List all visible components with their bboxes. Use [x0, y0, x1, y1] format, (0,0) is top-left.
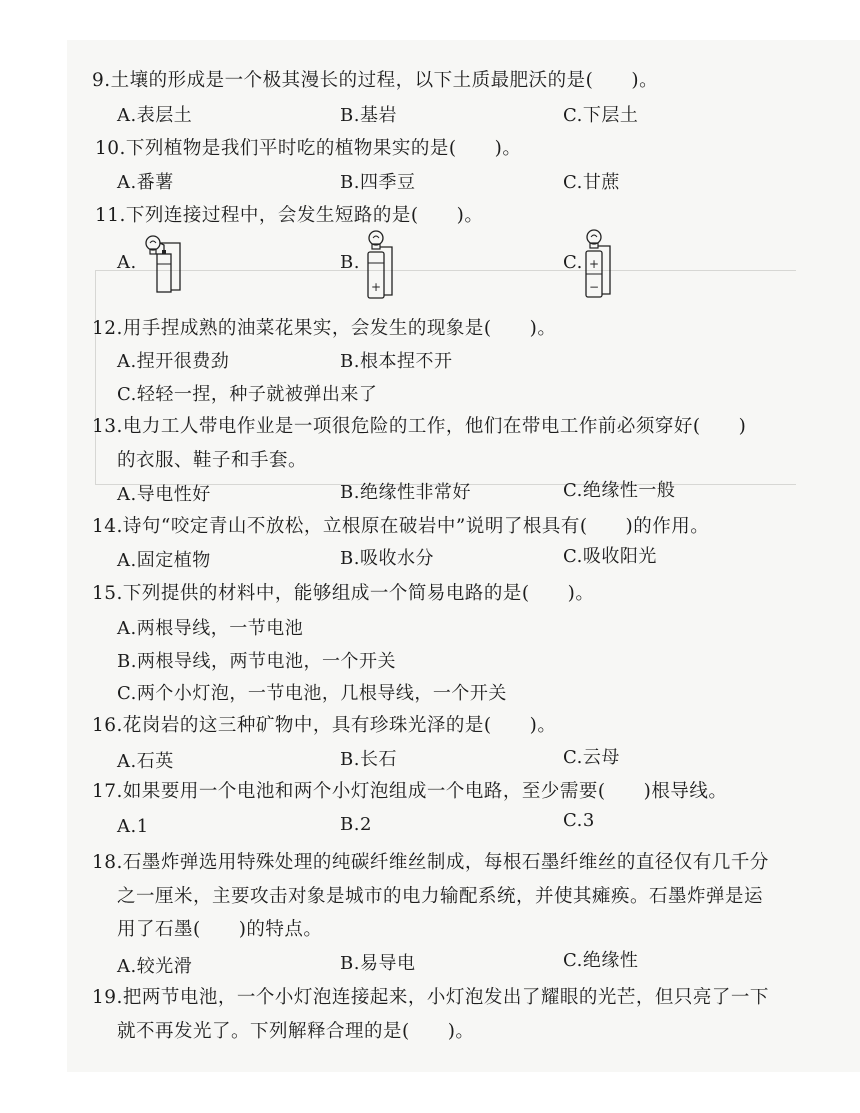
circuit-a-diagram [140, 230, 186, 294]
question-13: 13.电力工人带电作业是一项很危险的工作，他们在带电工作前必须穿好( ) [92, 416, 747, 437]
q12-option-a: A.捏开很费劲 [117, 351, 230, 372]
q9-option-a: A.表层土 [117, 105, 193, 126]
question-14: 14.诗句“咬定青山不放松，立根原在破岩中”说明了根具有( )的作用。 [92, 516, 710, 537]
plus-sign: + [370, 280, 382, 294]
q18-option-a: A.较光滑 [117, 956, 193, 977]
question-19: 19.把两节电池，一个小灯泡连接起来，小灯泡发出了耀眼的光芒，但只亮了一下 [92, 987, 769, 1008]
circuit-b-diagram [362, 227, 402, 301]
q10-option-b: B.四季豆 [340, 172, 416, 193]
q15-option-b: B.两根导线，两节电池，一个开关 [117, 651, 396, 672]
q18-option-b: B.易导电 [340, 953, 416, 974]
q11-option-b: B. [340, 252, 360, 273]
q13-option-b: B.绝缘性非常好 [340, 482, 471, 503]
q15-option-a: A.两根导线，一节电池 [117, 618, 304, 639]
q17-option-a: A.1 [117, 816, 149, 837]
q18-option-c: C.绝缘性 [563, 950, 639, 971]
q17-option-c: C.3 [563, 810, 595, 831]
q13-option-a: A.导电性好 [117, 484, 211, 505]
q16-option-b: B.长石 [340, 749, 397, 770]
q10-option-c: C.甘蔗 [563, 172, 620, 193]
minus-sign: − [588, 280, 600, 294]
q14-option-a: A.固定植物 [117, 550, 211, 571]
question-19-cont: 就不再发光了。下列解释合理的是( )。 [117, 1021, 475, 1042]
question-13-cont: 的衣服、鞋子和手套。 [117, 450, 308, 471]
q12-option-b: B.根本捏不开 [340, 351, 453, 372]
q12-option-c: C.轻轻一捏，种子就被弹出来了 [117, 384, 378, 405]
question-10: 10.下列植物是我们平时吃的植物果实的是( )。 [95, 138, 522, 159]
q17-option-b: B.2 [340, 814, 372, 835]
question-18-cont2: 用了石墨( )的特点。 [117, 919, 323, 940]
q9-option-c: C.下层土 [563, 105, 639, 126]
q11-option-c: C. [563, 252, 583, 273]
q10-option-a: A.番薯 [117, 172, 174, 193]
question-9: 9.土壤的形成是一个极其漫长的过程，以下土质最肥沃的是( )。 [92, 70, 659, 91]
question-18-cont: 之一厘米，主要攻击对象是城市的电力输配系统，并使其瘫痪。石墨炸弹是运 [117, 886, 764, 907]
q9-option-b: B.基岩 [340, 105, 397, 126]
q11-option-a: A. [117, 252, 137, 273]
q14-option-b: B.吸收水分 [340, 548, 434, 569]
q16-option-a: A.石英 [117, 751, 174, 772]
question-11: 11.下列连接过程中，会发生短路的是( )。 [95, 205, 484, 226]
q13-option-c: C.绝缘性一般 [563, 480, 676, 501]
question-12: 12.用手捏成熟的油菜花果实，会发生的现象是( )。 [92, 318, 557, 339]
q14-option-c: C.吸收阳光 [563, 546, 657, 567]
question-15: 15.下列提供的材料中，能够组成一个简易电路的是( )。 [92, 583, 595, 604]
plus-sign: + [588, 257, 600, 271]
circuit-c-diagram [578, 226, 618, 300]
q16-option-c: C.云母 [563, 747, 620, 768]
question-17: 17.如果要用一个电池和两个小灯泡组成一个电路，至少需要( )根导线。 [92, 781, 728, 802]
q15-option-c: C.两个小灯泡，一节电池，几根导线，一个开关 [117, 683, 507, 704]
question-18: 18.石墨炸弹选用特殊处理的纯碳纤维丝制成，每根石墨纤维丝的直径仅有几千分 [92, 852, 769, 873]
question-16: 16.花岗岩的这三种矿物中，具有珍珠光泽的是( )。 [92, 715, 557, 736]
